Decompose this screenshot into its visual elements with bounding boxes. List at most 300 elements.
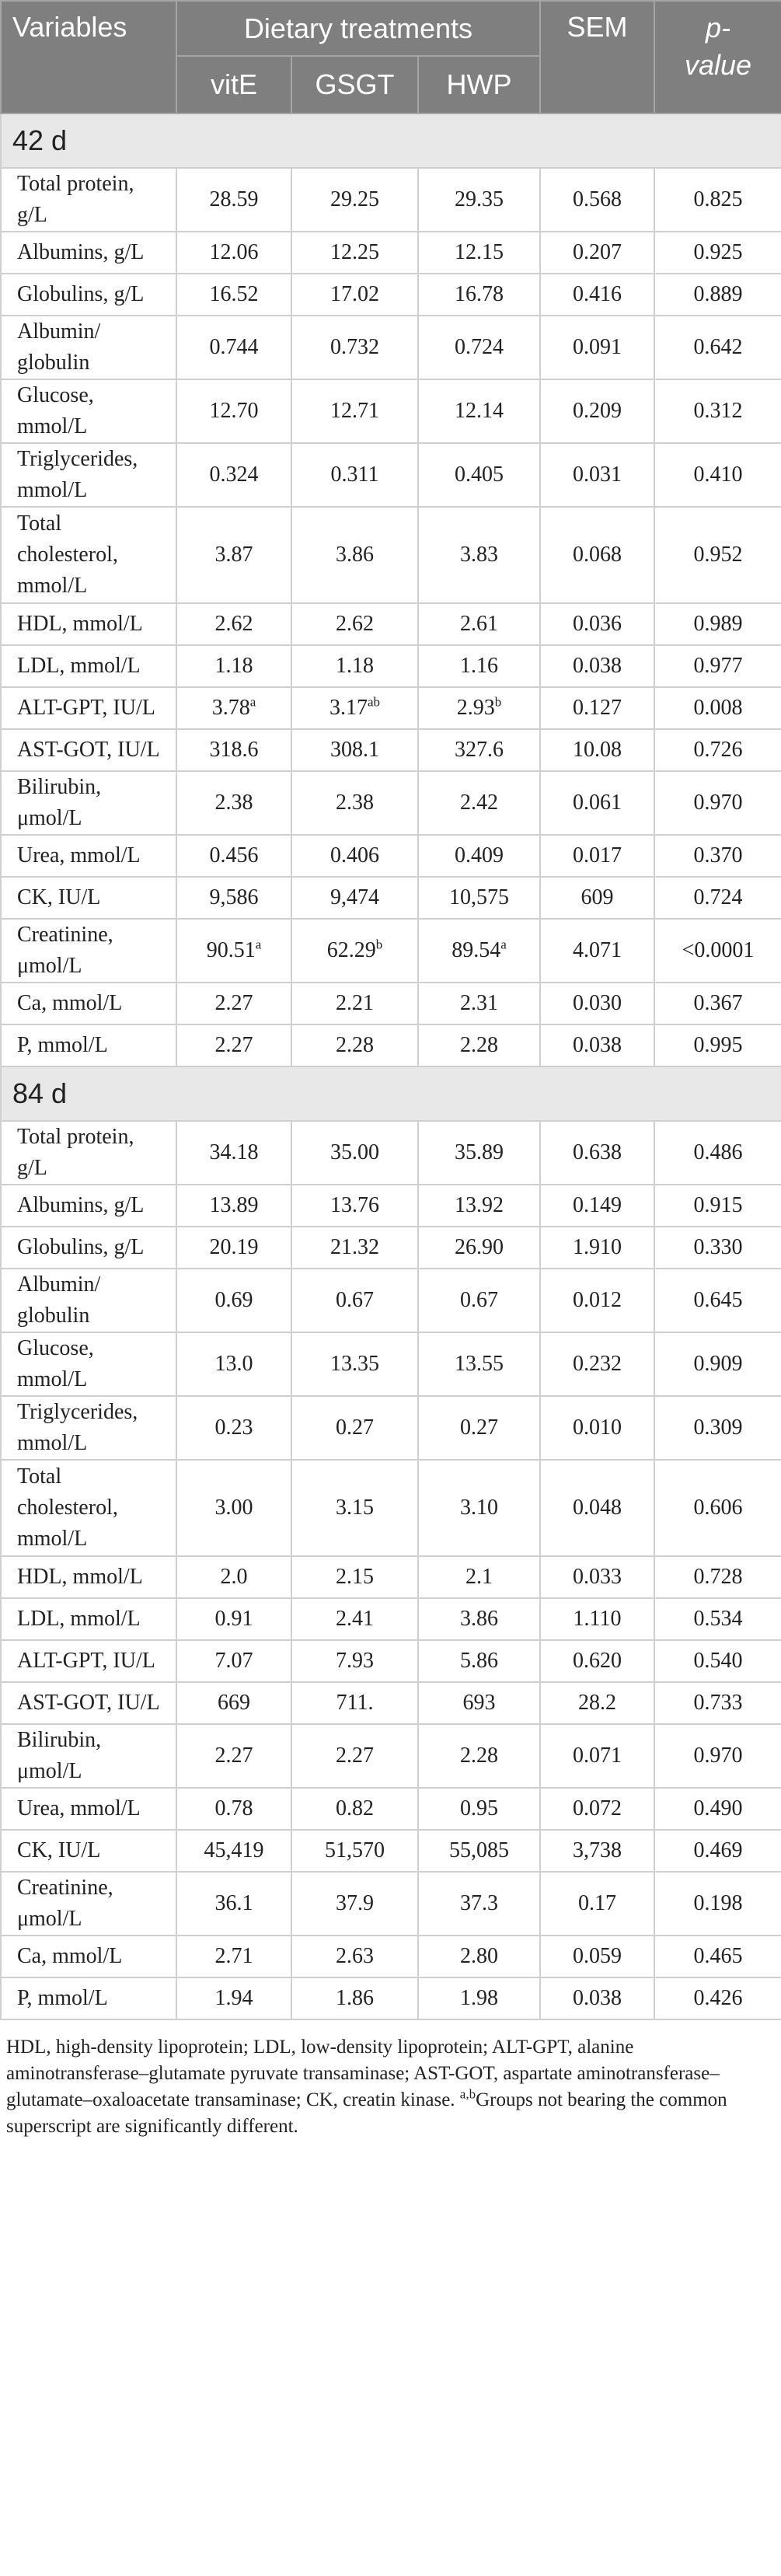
cell-sem bbox=[540, 877, 654, 919]
value-hwp: 26.90 bbox=[455, 1235, 504, 1259]
cell-sem bbox=[540, 645, 654, 687]
value-sem: 0.127 bbox=[573, 696, 622, 720]
table-row bbox=[1, 603, 781, 645]
cell-hwp bbox=[418, 771, 540, 835]
table-row bbox=[1, 645, 781, 687]
cell-sem bbox=[540, 1977, 654, 2019]
cell-gsgt bbox=[291, 1788, 418, 1830]
value-p: 0.724 bbox=[693, 885, 743, 909]
variable-name: Total protein, g/L bbox=[1, 1121, 176, 1185]
variable-name: Bilirubin, μmol/L bbox=[1, 771, 176, 835]
cell-sem bbox=[540, 1872, 654, 1935]
cell-p bbox=[654, 1396, 781, 1460]
value-vite: 1.94 bbox=[214, 1986, 253, 2010]
value-p: 0.367 bbox=[693, 991, 743, 1015]
variable-name: Ca, mmol/L bbox=[1, 1935, 176, 1977]
cell-sem bbox=[540, 835, 654, 877]
value-p: 0.726 bbox=[693, 738, 743, 762]
cell-p bbox=[654, 1640, 781, 1682]
variable-name: Triglycerides, mmol/L bbox=[1, 1396, 176, 1460]
cell-p bbox=[654, 316, 781, 379]
table-row bbox=[1, 1024, 781, 1066]
value-gsgt: 0.27 bbox=[336, 1415, 374, 1440]
cell-hwp bbox=[418, 1556, 540, 1598]
value-gsgt: 37.9 bbox=[336, 1891, 374, 1915]
cell-p bbox=[654, 835, 781, 877]
cell-gsgt bbox=[291, 1024, 418, 1066]
value-gsgt: 2.28 bbox=[336, 1033, 374, 1057]
cell-gsgt bbox=[291, 443, 418, 507]
value-sem: 3,738 bbox=[573, 1838, 622, 1862]
header-vite: vitE bbox=[176, 56, 291, 113]
value-p: 0.642 bbox=[693, 335, 743, 359]
table-row bbox=[1, 1556, 781, 1598]
value-gsgt: 2.38 bbox=[336, 791, 374, 815]
cell-vite bbox=[176, 1788, 291, 1830]
value-hwp: 327.6 bbox=[455, 738, 504, 762]
value-sem: 4.071 bbox=[573, 938, 622, 962]
cell-hwp bbox=[418, 603, 540, 645]
value-sem: 0.17 bbox=[578, 1891, 616, 1915]
cell-gsgt bbox=[291, 645, 418, 687]
table-row bbox=[1, 1269, 781, 1332]
cell-vite bbox=[176, 1640, 291, 1682]
value-p: 0.426 bbox=[693, 1986, 743, 2010]
cell-p bbox=[654, 1935, 781, 1977]
cell-gsgt bbox=[291, 687, 418, 729]
cell-vite bbox=[176, 1598, 291, 1640]
variable-name: CK, IU/L bbox=[1, 1830, 176, 1872]
value-p: 0.970 bbox=[693, 1744, 743, 1768]
value-gsgt: 2.27 bbox=[336, 1744, 374, 1768]
cell-vite bbox=[176, 877, 291, 919]
variable-name: Total cholesterol, mmol/L bbox=[1, 507, 176, 603]
value-vite: 318.6 bbox=[209, 738, 259, 762]
variable-name: AST-GOT, IU/L bbox=[1, 1682, 176, 1724]
significance-superscript: ab bbox=[367, 694, 381, 710]
value-p: 0.825 bbox=[693, 187, 743, 211]
cell-p bbox=[654, 603, 781, 645]
cell-p bbox=[654, 1724, 781, 1788]
cell-vite bbox=[176, 1185, 291, 1227]
cell-hwp bbox=[418, 1682, 540, 1724]
value-hwp: 10,575 bbox=[449, 885, 509, 909]
value-hwp: 12.15 bbox=[455, 240, 504, 264]
cell-p bbox=[654, 274, 781, 316]
value-p: 0.977 bbox=[693, 654, 743, 678]
cell-sem bbox=[540, 507, 654, 603]
cell-gsgt bbox=[291, 603, 418, 645]
cell-hwp bbox=[418, 1460, 540, 1556]
variable-name: ALT-GPT, IU/L bbox=[1, 687, 176, 729]
variable-name: Globulins, g/L bbox=[1, 1227, 176, 1269]
value-sem: 0.059 bbox=[573, 1944, 622, 1968]
cell-sem bbox=[540, 1830, 654, 1872]
value-gsgt: 3.86 bbox=[336, 543, 374, 567]
cell-hwp bbox=[418, 729, 540, 771]
significance-superscript: a bbox=[249, 694, 256, 710]
value-sem: 0.416 bbox=[573, 282, 622, 306]
table-row bbox=[1, 729, 781, 771]
value-vite: 2.27 bbox=[214, 1033, 253, 1057]
value-gsgt: 7.93 bbox=[336, 1649, 374, 1673]
value-hwp: 55,085 bbox=[449, 1838, 509, 1862]
value-sem: 0.232 bbox=[573, 1352, 622, 1376]
value-vite: 2.38 bbox=[214, 791, 253, 815]
value-gsgt: 9,474 bbox=[330, 885, 379, 909]
cell-sem bbox=[540, 232, 654, 274]
value-sem: 0.068 bbox=[573, 543, 622, 567]
value-hwp: 0.95 bbox=[460, 1796, 498, 1820]
value-sem: 0.030 bbox=[573, 991, 622, 1015]
value-vite: 16.52 bbox=[209, 282, 259, 306]
header-pvalue-cell bbox=[654, 1, 781, 113]
cell-p bbox=[654, 877, 781, 919]
cell-hwp bbox=[418, 1121, 540, 1185]
value-hwp: 693 bbox=[462, 1691, 496, 1715]
value-sem: 0.012 bbox=[573, 1288, 622, 1312]
value-gsgt: 2.41 bbox=[336, 1607, 374, 1631]
value-p: 0.469 bbox=[693, 1838, 743, 1862]
variable-name: ALT-GPT, IU/L bbox=[1, 1640, 176, 1682]
table-footnote bbox=[0, 2020, 781, 2140]
variable-name: Bilirubin, μmol/L bbox=[1, 1724, 176, 1788]
value-vite: 2.71 bbox=[214, 1944, 253, 1968]
cell-vite bbox=[176, 1977, 291, 2019]
variable-name: Urea, mmol/L bbox=[1, 1788, 176, 1830]
cell-gsgt bbox=[291, 1935, 418, 1977]
cell-gsgt bbox=[291, 1872, 418, 1935]
variable-name: Total cholesterol, mmol/L bbox=[1, 1460, 176, 1556]
footnote-text: HDL, high-density lipoprotein; LDL, low-density lipoprotein; ALT-GPT, alanine aminotransferase–glutamate pyruvate transaminase; AST-GOT, aspartate aminotransferase–glutamate–oxaloacetate transaminase; CK, creatin kinase. bbox=[6, 2037, 720, 2110]
value-p: 0.309 bbox=[693, 1415, 743, 1440]
value-sem: 0.638 bbox=[573, 1140, 622, 1164]
value-sem: 0.038 bbox=[573, 1986, 622, 2010]
value-p: 0.486 bbox=[693, 1140, 743, 1164]
cell-p bbox=[654, 771, 781, 835]
header-sem: SEM bbox=[540, 1, 654, 113]
cell-gsgt bbox=[291, 1682, 418, 1724]
cell-vite bbox=[176, 1460, 291, 1556]
value-hwp: 13.92 bbox=[455, 1193, 504, 1217]
variable-name: Creatinine, μmol/L bbox=[1, 919, 176, 983]
value-hwp: 2.42 bbox=[460, 791, 498, 815]
cell-hwp bbox=[418, 316, 540, 379]
table-row bbox=[1, 1872, 781, 1935]
value-vite: 2.27 bbox=[214, 1744, 253, 1768]
cell-p bbox=[654, 1830, 781, 1872]
value-gsgt: 1.86 bbox=[336, 1986, 374, 2010]
cell-vite bbox=[176, 1556, 291, 1598]
cell-p bbox=[654, 443, 781, 507]
cell-hwp bbox=[418, 379, 540, 443]
cell-p bbox=[654, 1977, 781, 2019]
variable-name: LDL, mmol/L bbox=[1, 1598, 176, 1640]
cell-gsgt bbox=[291, 877, 418, 919]
value-hwp: 2.28 bbox=[460, 1033, 498, 1057]
value-gsgt: 0.311 bbox=[330, 462, 379, 487]
cell-gsgt bbox=[291, 316, 418, 379]
value-hwp: 3.86 bbox=[460, 1607, 498, 1631]
value-hwp: 2.1 bbox=[465, 1565, 493, 1589]
cell-vite bbox=[176, 1872, 291, 1935]
value-sem: 0.091 bbox=[573, 335, 622, 359]
cell-sem bbox=[540, 1227, 654, 1269]
cell-sem bbox=[540, 168, 654, 232]
cell-hwp bbox=[418, 1935, 540, 1977]
value-p: 0.909 bbox=[693, 1352, 743, 1376]
value-sem: 0.061 bbox=[573, 791, 622, 815]
cell-vite bbox=[176, 443, 291, 507]
cell-p bbox=[654, 232, 781, 274]
significance-superscript: a bbox=[500, 937, 507, 952]
cell-hwp bbox=[418, 983, 540, 1024]
value-gsgt: 0.406 bbox=[330, 843, 379, 867]
cell-hwp bbox=[418, 507, 540, 603]
cell-p bbox=[654, 379, 781, 443]
cell-sem bbox=[540, 1788, 654, 1830]
cell-hwp bbox=[418, 1269, 540, 1332]
cell-vite bbox=[176, 1724, 291, 1788]
section-label: 42 d bbox=[1, 113, 781, 168]
value-vite: 0.744 bbox=[209, 335, 259, 359]
value-vite: 12.06 bbox=[209, 240, 259, 264]
value-p: 0.534 bbox=[693, 1607, 743, 1631]
variable-name: Glucose, mmol/L bbox=[1, 379, 176, 443]
value-gsgt: 12.71 bbox=[330, 399, 379, 423]
cell-hwp bbox=[418, 835, 540, 877]
value-vite: 0.324 bbox=[209, 462, 259, 487]
value-hwp: 35.89 bbox=[455, 1140, 504, 1164]
value-p: 0.465 bbox=[693, 1944, 743, 1968]
cell-gsgt bbox=[291, 1830, 418, 1872]
cell-p bbox=[654, 507, 781, 603]
variable-name: Albumin/ globulin bbox=[1, 1269, 176, 1332]
table-row bbox=[1, 1935, 781, 1977]
value-p: 0.008 bbox=[693, 696, 743, 720]
value-vite: 0.69 bbox=[214, 1288, 253, 1312]
value-hwp: 0.27 bbox=[460, 1415, 498, 1440]
value-sem: 1.110 bbox=[573, 1607, 622, 1631]
value-hwp: 5.86 bbox=[460, 1649, 498, 1673]
cell-vite bbox=[176, 835, 291, 877]
table-row bbox=[1, 168, 781, 232]
value-hwp: 16.78 bbox=[455, 282, 504, 306]
significance-superscript: a bbox=[255, 937, 262, 952]
header-gsgt: GSGT bbox=[291, 56, 418, 113]
cell-vite bbox=[176, 919, 291, 983]
cell-p bbox=[654, 1332, 781, 1396]
cell-hwp bbox=[418, 1396, 540, 1460]
cell-sem bbox=[540, 1682, 654, 1724]
value-gsgt: 51,570 bbox=[325, 1838, 385, 1862]
header-variables: Variables bbox=[1, 1, 176, 113]
value-gsgt: 0.732 bbox=[330, 335, 379, 359]
table-body bbox=[1, 113, 781, 2019]
value-gsgt: 2.62 bbox=[336, 612, 374, 636]
variable-name: Albumins, g/L bbox=[1, 1185, 176, 1227]
value-p: 0.370 bbox=[693, 843, 743, 867]
value-sem: 0.209 bbox=[573, 399, 622, 423]
value-vite: 12.70 bbox=[209, 399, 259, 423]
section-label: 84 d bbox=[1, 1066, 781, 1121]
value-vite: 3.00 bbox=[214, 1496, 253, 1520]
value-gsgt: 308.1 bbox=[330, 738, 379, 762]
value-sem: 1.910 bbox=[573, 1235, 622, 1259]
cell-gsgt bbox=[291, 1332, 418, 1396]
cell-p bbox=[654, 1269, 781, 1332]
table-row bbox=[1, 687, 781, 729]
value-p: 0.540 bbox=[693, 1649, 743, 1673]
value-sem: 0.017 bbox=[573, 843, 622, 867]
header-dietary-treatments: Dietary treatments bbox=[176, 1, 540, 56]
cell-hwp bbox=[418, 1724, 540, 1788]
cell-vite bbox=[176, 1269, 291, 1332]
value-p: 0.915 bbox=[693, 1193, 743, 1217]
value-gsgt: 35.00 bbox=[330, 1140, 379, 1164]
value-hwp: 2.28 bbox=[460, 1744, 498, 1768]
value-vite: 20.19 bbox=[209, 1235, 259, 1259]
cell-sem bbox=[540, 1332, 654, 1396]
value-vite: 0.23 bbox=[214, 1415, 253, 1440]
cell-vite bbox=[176, 603, 291, 645]
value-vite: 34.18 bbox=[209, 1140, 259, 1164]
value-gsgt: 1.18 bbox=[336, 654, 374, 678]
header-pvalue: p- value bbox=[684, 12, 752, 81]
footnote-superscript: a,b bbox=[459, 2086, 476, 2102]
value-p: 0.312 bbox=[693, 399, 743, 423]
cell-gsgt bbox=[291, 507, 418, 603]
table-row bbox=[1, 1332, 781, 1396]
cell-p bbox=[654, 1227, 781, 1269]
value-p: 0.733 bbox=[693, 1691, 743, 1715]
value-sem: 0.010 bbox=[573, 1415, 622, 1440]
cell-gsgt bbox=[291, 379, 418, 443]
value-vite: 7.07 bbox=[214, 1649, 253, 1673]
cell-hwp bbox=[418, 1640, 540, 1682]
cell-vite bbox=[176, 983, 291, 1024]
cell-hwp bbox=[418, 687, 540, 729]
cell-gsgt bbox=[291, 1598, 418, 1640]
value-gsgt: 0.67 bbox=[336, 1288, 374, 1312]
variable-name: HDL, mmol/L bbox=[1, 1556, 176, 1598]
cell-hwp bbox=[418, 645, 540, 687]
value-hwp: 89.54 bbox=[452, 938, 501, 962]
cell-sem bbox=[540, 443, 654, 507]
value-gsgt: 3.15 bbox=[336, 1496, 374, 1520]
value-hwp: 0.67 bbox=[460, 1288, 498, 1312]
cell-vite bbox=[176, 771, 291, 835]
footnote-tail: Groups not bearing the common superscript are significantly different. bbox=[6, 2089, 727, 2137]
value-vite: 13.0 bbox=[214, 1352, 253, 1376]
cell-hwp bbox=[418, 877, 540, 919]
cell-vite bbox=[176, 1121, 291, 1185]
value-p: 0.410 bbox=[693, 462, 743, 487]
value-vite: 669 bbox=[218, 1691, 250, 1715]
value-sem: 0.207 bbox=[573, 240, 622, 264]
cell-sem bbox=[540, 983, 654, 1024]
value-sem: 28.2 bbox=[578, 1691, 616, 1715]
variable-name: Glucose, mmol/L bbox=[1, 1332, 176, 1396]
variable-name: Albumins, g/L bbox=[1, 232, 176, 274]
cell-gsgt bbox=[291, 1396, 418, 1460]
cell-sem bbox=[540, 603, 654, 645]
value-sem: 0.568 bbox=[573, 187, 622, 211]
cell-sem bbox=[540, 1598, 654, 1640]
cell-gsgt bbox=[291, 1724, 418, 1788]
value-hwp: 0.405 bbox=[455, 462, 504, 487]
value-vite: 0.91 bbox=[214, 1607, 253, 1631]
value-gsgt: 2.21 bbox=[336, 991, 374, 1015]
value-p: 0.970 bbox=[693, 791, 743, 815]
cell-p bbox=[654, 729, 781, 771]
cell-sem bbox=[540, 1121, 654, 1185]
value-hwp: 29.35 bbox=[455, 187, 504, 211]
cell-hwp bbox=[418, 1977, 540, 2019]
value-vite: 1.18 bbox=[214, 654, 253, 678]
cell-sem bbox=[540, 687, 654, 729]
cell-sem bbox=[540, 919, 654, 983]
value-sem: 609 bbox=[581, 885, 614, 909]
table-row bbox=[1, 835, 781, 877]
cell-sem bbox=[540, 1556, 654, 1598]
cell-gsgt bbox=[291, 1460, 418, 1556]
cell-gsgt bbox=[291, 168, 418, 232]
cell-sem bbox=[540, 1185, 654, 1227]
cell-hwp bbox=[418, 1227, 540, 1269]
value-gsgt: 2.63 bbox=[336, 1944, 374, 1968]
table-row bbox=[1, 1640, 781, 1682]
variable-name: Ca, mmol/L bbox=[1, 983, 176, 1024]
value-gsgt: 0.82 bbox=[336, 1796, 374, 1820]
cell-hwp bbox=[418, 1872, 540, 1935]
cell-gsgt bbox=[291, 729, 418, 771]
table-row bbox=[1, 232, 781, 274]
cell-sem bbox=[540, 1640, 654, 1682]
table-row bbox=[1, 877, 781, 919]
value-p: 0.995 bbox=[693, 1033, 743, 1057]
variable-name: CK, IU/L bbox=[1, 877, 176, 919]
table-row bbox=[1, 1724, 781, 1788]
table-row bbox=[1, 919, 781, 983]
value-p: 0.330 bbox=[693, 1235, 743, 1259]
value-p: 0.889 bbox=[693, 282, 743, 306]
cell-hwp bbox=[418, 1598, 540, 1640]
table-row bbox=[1, 443, 781, 507]
value-hwp: 0.724 bbox=[455, 335, 504, 359]
cell-vite bbox=[176, 1682, 291, 1724]
value-sem: 0.071 bbox=[573, 1744, 622, 1768]
section-row bbox=[1, 1066, 781, 1121]
value-hwp: 12.14 bbox=[455, 399, 504, 423]
value-gsgt: 17.02 bbox=[330, 282, 379, 306]
cell-hwp bbox=[418, 1332, 540, 1396]
cell-vite bbox=[176, 232, 291, 274]
value-vite: 13.89 bbox=[209, 1193, 259, 1217]
value-gsgt: 29.25 bbox=[330, 187, 379, 211]
cell-hwp bbox=[418, 443, 540, 507]
value-sem: 0.033 bbox=[573, 1565, 622, 1589]
cell-vite bbox=[176, 1396, 291, 1460]
cell-p bbox=[654, 1024, 781, 1066]
table-row bbox=[1, 1227, 781, 1269]
value-gsgt: 711. bbox=[336, 1691, 374, 1715]
value-hwp: 1.98 bbox=[460, 1986, 498, 2010]
value-vite: 45,419 bbox=[204, 1838, 264, 1862]
value-sem: 0.620 bbox=[573, 1649, 622, 1673]
cell-gsgt bbox=[291, 1556, 418, 1598]
variable-name: Triglycerides, mmol/L bbox=[1, 443, 176, 507]
